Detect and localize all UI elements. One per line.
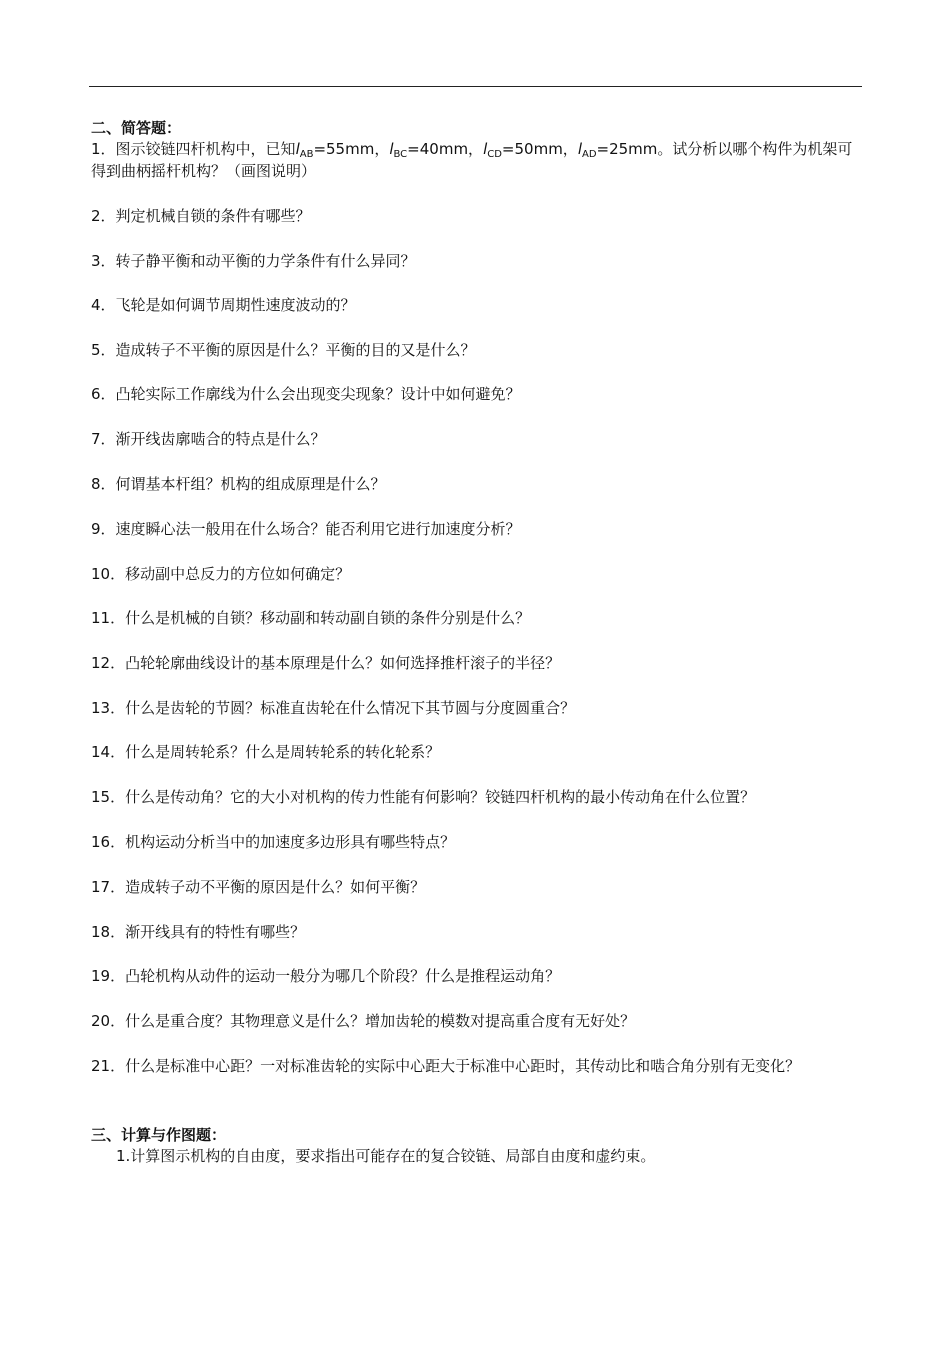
question-3 bbox=[91, 250, 863, 272]
question-4 bbox=[91, 294, 863, 316]
question-13 bbox=[91, 697, 863, 719]
question-text: 什么是重合度？其物理意义是什么？增加齿轮的模数对提高重合度有无好处？ bbox=[125, 1012, 636, 1030]
question-15 bbox=[91, 786, 863, 808]
question-text: 什么是齿轮的节圆？标准直齿轮在什么情况下其节圆与分度圆重合？ bbox=[125, 699, 576, 717]
question-21 bbox=[91, 1055, 863, 1077]
length-ab bbox=[296, 140, 390, 158]
length-cd-symbol: l bbox=[483, 140, 488, 158]
question-number: 18． bbox=[91, 923, 126, 941]
question-text: 什么是传动角？它的大小对机构的传力性能有何影响？铰链四杆机构的最小传动角在什么位置？ bbox=[125, 788, 756, 806]
question-number: 1． bbox=[91, 140, 116, 158]
question-text: 造成转子不平衡的原因是什么？平衡的目的又是什么？ bbox=[115, 341, 476, 359]
question-number: 4． bbox=[91, 296, 116, 314]
question-number: 3． bbox=[91, 252, 116, 270]
question-number: 19． bbox=[91, 967, 126, 985]
length-ab-symbol: l bbox=[295, 140, 300, 158]
question-text: 凸轮机构从动件的运动一般分为哪几个阶段？什么是推程运动角？ bbox=[125, 967, 561, 985]
header-rule bbox=[89, 86, 862, 87]
length-cd-value: =50mm， bbox=[501, 140, 578, 158]
question-text: 什么是标准中心距？一对标准齿轮的实际中心距大于标准中心距时，其传动比和啮合角分别有无变化？ bbox=[125, 1057, 801, 1075]
question-text: 什么是周转轮系？什么是周转轮系的转化轮系？ bbox=[125, 743, 441, 761]
question-number: 5． bbox=[91, 341, 116, 359]
question-number: 20． bbox=[91, 1012, 126, 1030]
question-text: 渐开线具有的特性有哪些？ bbox=[125, 923, 306, 941]
length-bc-value: =40mm， bbox=[407, 140, 484, 158]
length-ad-subscript: AD bbox=[581, 149, 597, 160]
question-11 bbox=[91, 607, 863, 629]
question-text: 什么是机械的自锁？移动副和转动副自锁的条件分别是什么？ bbox=[125, 609, 531, 627]
question-text: 判定机械自锁的条件有哪些？ bbox=[115, 207, 311, 225]
question-6 bbox=[91, 383, 863, 405]
question-7 bbox=[91, 428, 863, 450]
question-text: 凸轮实际工作廓线为什么会出现变尖现象？设计中如何避免？ bbox=[115, 385, 521, 403]
question-number: 15． bbox=[91, 788, 126, 806]
length-ab-subscript: AB bbox=[299, 149, 314, 160]
question-10 bbox=[91, 563, 863, 585]
question-number: 8． bbox=[91, 475, 116, 493]
length-ab-value: =55mm， bbox=[313, 140, 390, 158]
length-cd bbox=[483, 140, 578, 158]
question-text: 图示铰链四杆机构中，已知 bbox=[115, 140, 296, 158]
length-bc-subscript: BC bbox=[393, 149, 408, 160]
question-text-continued: 试分析以哪个构件为机架可得到曲柄摇杆机构？（画图说明） bbox=[91, 140, 853, 180]
section-heading-short-answer: 二、简答题： bbox=[91, 119, 182, 137]
question-number: 10． bbox=[91, 565, 126, 583]
question-text: 凸轮轮廓曲线设计的基本原理是什么？如何选择推杆滚子的半径？ bbox=[125, 654, 561, 672]
question-number: 9． bbox=[91, 520, 116, 538]
question-number: 13． bbox=[91, 699, 126, 717]
length-ad-value: =25mm。 bbox=[596, 140, 673, 158]
question-5 bbox=[91, 339, 863, 361]
question-2 bbox=[91, 205, 863, 227]
question-text: 何谓基本杆组？机构的组成原理是什么？ bbox=[115, 475, 386, 493]
question-number: 12． bbox=[91, 654, 126, 672]
question-12 bbox=[91, 652, 863, 674]
question-text: 速度瞬心法一般用在什么场合？能否利用它进行加速度分析？ bbox=[115, 520, 521, 538]
question-text: 渐开线齿廓啮合的特点是什么？ bbox=[115, 430, 326, 448]
question-14 bbox=[91, 741, 863, 763]
length-ad-symbol: l bbox=[577, 140, 582, 158]
length-bc-symbol: l bbox=[389, 140, 394, 158]
question-number: 21． bbox=[91, 1057, 126, 1075]
question-number: 7． bbox=[91, 430, 116, 448]
question-text: 机构运动分析当中的加速度多边形具有哪些特点？ bbox=[125, 833, 456, 851]
question-text: 转子静平衡和动平衡的力学条件有什么异同？ bbox=[115, 252, 416, 270]
question-text: 造成转子动不平衡的原因是什么？如何平衡？ bbox=[125, 878, 426, 896]
question-number: 17． bbox=[91, 878, 126, 896]
question-8 bbox=[91, 473, 863, 495]
question-16 bbox=[91, 831, 863, 853]
question-1 bbox=[91, 138, 863, 182]
question-number: 11． bbox=[91, 609, 126, 627]
question-9 bbox=[91, 518, 863, 540]
question-number: 6． bbox=[91, 385, 116, 403]
question-18 bbox=[91, 921, 863, 943]
question-text: 移动副中总反力的方位如何确定？ bbox=[125, 565, 351, 583]
question-number: 14． bbox=[91, 743, 126, 761]
length-ad bbox=[578, 140, 673, 158]
section-heading-calculation: 三、计算与作图题： bbox=[91, 1126, 227, 1144]
question-20 bbox=[91, 1010, 863, 1032]
length-bc bbox=[389, 140, 483, 158]
question-number: 16． bbox=[91, 833, 126, 851]
calculation-item-1: 1.计算图示机构的自由度，要求指出可能存在的复合铰链、局部自由度和虚约束。 bbox=[116, 1147, 656, 1165]
question-17 bbox=[91, 876, 863, 898]
question-text: 飞轮是如何调节周期性速度波动的？ bbox=[115, 296, 356, 314]
length-cd-subscript: CD bbox=[487, 149, 502, 160]
question-number: 2． bbox=[91, 207, 116, 225]
question-19 bbox=[91, 965, 863, 987]
